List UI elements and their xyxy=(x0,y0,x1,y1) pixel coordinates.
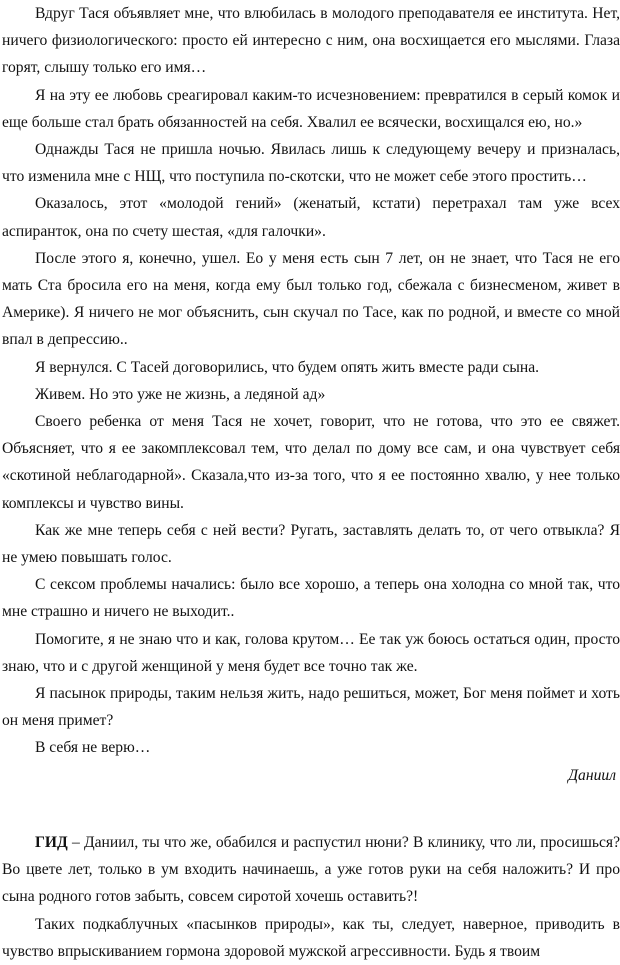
reply-paragraph-2: Таких подкаблучных «пасынков природы», как ты, следует, наверное, приводить в чувство впрыскиванием гормона здоровой мужской агрессивности. Будь я твоим xyxy=(2,915,620,960)
letter-paragraph-10: С сексом проблемы начались: было все хорошо, а теперь она холодна со мной так, что мне страшно и ничего не выходит.. xyxy=(2,576,620,621)
letter-paragraph-11: Помогите, я не знаю что и как, голова крутом… Ее так уж боюсь остаться один, просто знаю, что и с другой женщиной у меня будет все точно так же. xyxy=(2,630,620,675)
letter-paragraph-3: Однажды Тася не пришла ночью. Явилась лишь к следующему вечеру и призналась, что изменила мне с НЩ, что поступила по-скотски, что не может себе этого простить… xyxy=(2,141,620,186)
letter-paragraph-1: Вдруг Тася объявляет мне, что влюбилась в молодого преподавателя ее института. Нет, ничего физиологического: просто ей интересно с ним, она восхищается его мыслями. Глаза горят, слышу только его имя… xyxy=(2,5,620,77)
reply-paragraph-1 xyxy=(2,829,620,911)
letter-paragraph-5: После этого я, конечно, ушел. Ео у меня есть сын 7 лет, он не знает, что Тася не его мать Ста бросила его на меня, когда ему был только год, сбежала с бизнесменом, живет в Америке). Я ничего не мог объяснить, сын скучал по Тасе, как по родной, и вместе со мной впал в депрессию.. xyxy=(2,249,620,349)
letter-paragraph-9: Как же мне теперь себя с ней вести? Ругать, заставлять делать то, от чего отвыкла? Я не умею повышать голос. xyxy=(2,521,620,567)
reply-paragraph-1-text: – Даниил, ты что же, обабился и распустил нюни? В клинику, что ли, просишься? Во цвете лет, только в ум входить начинаешь, а уже готов руки на себя наложить? И про сына родного готов забыть, совсем сиротой хочешь оставить?! xyxy=(2,833,620,906)
letter-signature: Даниил xyxy=(568,766,616,784)
section-spacer xyxy=(2,789,620,829)
letter-paragraph-8: Своего ребенка от меня Тася не хочет, говорит, что не готова, что это ее свяжет. Объясняет, что я ее закомплексовал тем, что делал по дому все сам, и она чувствует себя «скотиной неблагодарной». Сказала,что из-за того, что я ее постоянно хвалю, у нее только комплексы и чувство вины. xyxy=(2,413,620,512)
reply-author-label: ГИД xyxy=(35,833,68,851)
letter-paragraph-2: Я на эту ее любовь среагировал каким-то исчезновением: превратился в серый комок и еще больше стал брать обязанностей на себя. Хвалил ее всячески, восхищался ею, но.» xyxy=(2,86,620,131)
letter-paragraph-7: Живем. Но это уже не жизнь, а ледяной ад» xyxy=(35,385,326,403)
letter-paragraph-12: Я пасынок природы, таким нельзя жить, надо решиться, может, Бог меня поймет и хоть он меня примет? xyxy=(2,685,620,730)
letter-paragraph-13: В себя не верю… xyxy=(35,739,151,757)
letter-paragraph-4: Оказалось, этот «молодой гений» (женатый, кстати) перетрахал там уже всех аспиранток, она по счету шестая, «для галочки». xyxy=(2,195,620,240)
letter-paragraph-6: Я вернулся. С Тасей договорились, что будем опять жить вместе ради сына. xyxy=(35,358,540,376)
